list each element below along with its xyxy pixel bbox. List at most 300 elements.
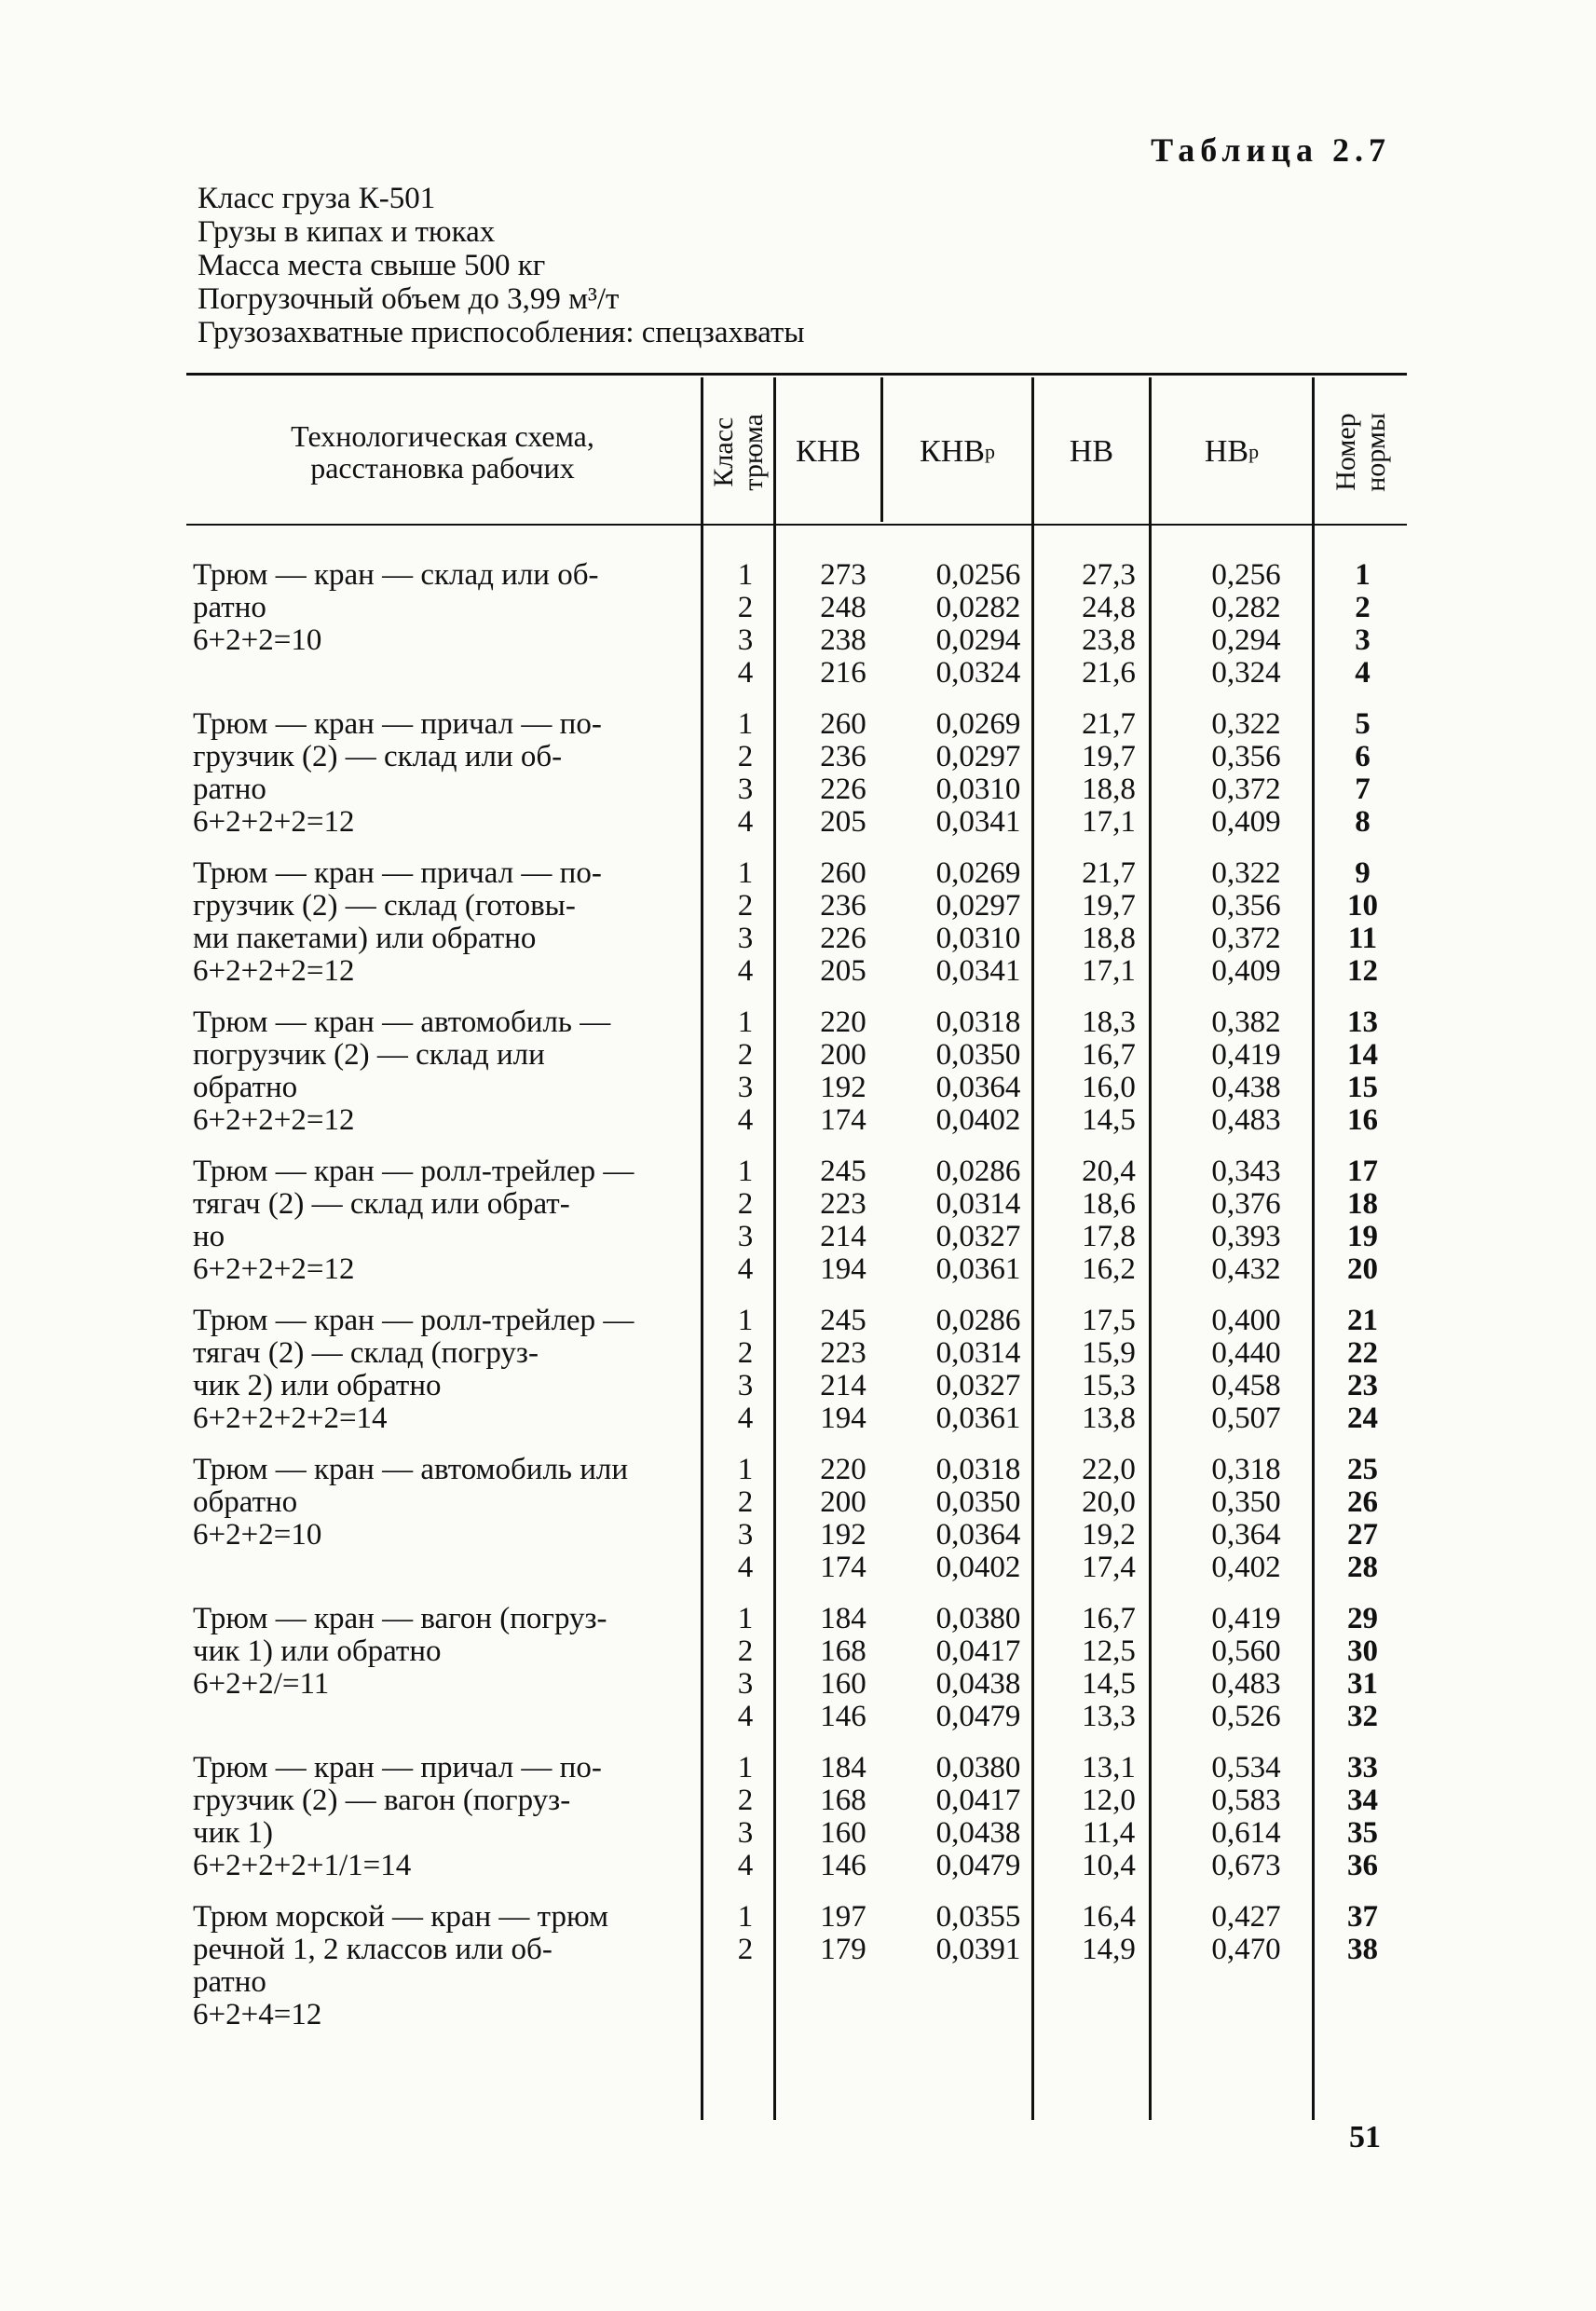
nv-cell-value: 12,0: [1082, 1784, 1136, 1817]
knv-p-cell-value: 0,0350: [935, 1038, 1021, 1072]
hold-class-cell: [722, 1454, 769, 1584]
nv-cell-value: 18,3: [1082, 1005, 1136, 1039]
knv-p-cell-value: 0,0269: [935, 856, 1021, 890]
knv-p-cell-value: 0,0391: [935, 1933, 1021, 1966]
hold-class-cell-value: 4: [737, 1700, 754, 1733]
nv-p-cell-value: 0,382: [1211, 1005, 1281, 1039]
knv-p-cell-value: 0,0341: [935, 805, 1021, 839]
knv-cell-value: 260: [820, 707, 866, 741]
knv-p-cell-value: 0,0297: [935, 889, 1021, 923]
knv-p-cell-value: 0,0310: [935, 922, 1021, 955]
nv-cell-value: 13,3: [1082, 1700, 1136, 1733]
norm-number-cell-value: 24: [1347, 1402, 1378, 1435]
hold-class-cell: [722, 1305, 769, 1435]
hold-class-cell-value: 3: [737, 1518, 754, 1552]
scheme-line: 6+2+2+2+2=14: [193, 1402, 388, 1435]
nv-p-cell-value: 0,409: [1211, 805, 1281, 839]
norm-number-cell-value: 14: [1347, 1038, 1378, 1072]
nv-p-cell-value: 0,256: [1211, 558, 1281, 592]
nv-cell: [1053, 1901, 1165, 1966]
nv-cell-value: 23,8: [1082, 623, 1136, 657]
knv-cell: [783, 1603, 904, 1733]
hold-class-cell-value: 3: [737, 623, 754, 657]
norm-number-cell-value: 3: [1355, 623, 1371, 657]
page-number: 51: [1349, 2120, 1381, 2154]
scheme-line: чик 1) или обратно: [193, 1634, 442, 1668]
scheme-cell: [193, 857, 696, 988]
hold-class-cell-value: 2: [737, 1187, 754, 1221]
scheme-line: 6+2+2+2=12: [193, 1103, 355, 1137]
scheme-line: обратно: [193, 1071, 298, 1104]
norm-number-cell-value: 8: [1355, 805, 1371, 839]
norm-number-cell: [1323, 1454, 1402, 1584]
header-scheme: [186, 382, 699, 522]
nv-p-cell-value: 0,324: [1211, 656, 1281, 690]
nv-p-cell: [1165, 857, 1328, 988]
knv-p-cell-value: 0,0310: [935, 773, 1021, 806]
nv-p-cell-value: 0,282: [1211, 591, 1281, 624]
nv-p-cell: [1165, 1156, 1328, 1286]
nv-p-cell-value: 0,322: [1211, 856, 1281, 890]
norm-number-cell-value: 26: [1347, 1485, 1378, 1519]
nv-cell-value: 17,4: [1082, 1551, 1136, 1584]
knv-cell: [783, 1454, 904, 1584]
nv-p-cell-value: 0,294: [1211, 623, 1281, 657]
hold-class-cell-value: 2: [737, 1933, 754, 1966]
norm-number-cell: [1323, 1752, 1402, 1882]
hold-class-cell: [722, 1006, 769, 1137]
hold-class-cell-value: 2: [737, 1784, 754, 1817]
table-row: [0, 1156, 1596, 1300]
scheme-cell: [193, 1006, 696, 1137]
hold-class-cell-value: 4: [737, 1551, 754, 1584]
scheme-cell: [193, 559, 696, 657]
header-norm-number-line: Номер: [1330, 413, 1361, 491]
header-scheme-line: Технологическая схема,: [291, 419, 594, 453]
norm-number-cell-value: 15: [1347, 1071, 1378, 1104]
nv-p-cell-value: 0,343: [1211, 1155, 1281, 1188]
nv-p-cell-value: 0,483: [1211, 1667, 1281, 1701]
knv-p-cell: [894, 1006, 1062, 1137]
knv-p-cell-value: 0,0417: [935, 1784, 1021, 1817]
header-knv-p-sub: р: [984, 440, 995, 463]
nv-cell-value: 11,4: [1082, 1816, 1136, 1850]
norm-number-cell-value: 19: [1347, 1220, 1378, 1253]
nv-p-cell-value: 0,393: [1211, 1220, 1281, 1253]
nv-p-cell-value: 0,364: [1211, 1518, 1281, 1552]
nv-p-cell-value: 0,534: [1211, 1751, 1281, 1785]
nv-cell-value: 19,7: [1082, 889, 1136, 923]
norm-number-cell-value: 18: [1347, 1187, 1378, 1221]
header-knv: КНВ: [796, 434, 861, 469]
scheme-line: Трюм морской — кран — трюм: [193, 1900, 609, 1934]
scheme-line: Трюм — кран — ролл-трейлер —: [193, 1304, 634, 1337]
table-row: [0, 1901, 1596, 2078]
knv-p-cell-value: 0,0380: [935, 1751, 1021, 1785]
scheme-cell: [193, 1603, 696, 1701]
nv-cell-value: 19,2: [1082, 1518, 1136, 1552]
knv-cell-value: 200: [820, 1485, 866, 1519]
norm-number-cell-value: 1: [1355, 558, 1371, 592]
nv-p-cell-value: 0,427: [1211, 1900, 1281, 1934]
hold-class-cell-value: 3: [737, 773, 754, 806]
scheme-line: чик 1): [193, 1816, 274, 1850]
knv-cell-value: 214: [820, 1369, 866, 1402]
knv-p-cell-value: 0,0350: [935, 1485, 1021, 1519]
knv-cell: [783, 1752, 904, 1882]
knv-cell: [783, 857, 904, 988]
knv-cell: [783, 1901, 904, 1966]
nv-cell-value: 18,8: [1082, 922, 1136, 955]
header-nv-p-base: НВ: [1204, 434, 1249, 469]
table-row: [0, 1006, 1596, 1151]
hold-class-cell: [722, 559, 769, 690]
hold-class-cell-value: 3: [737, 1369, 754, 1402]
nv-cell-value: 15,3: [1082, 1369, 1136, 1402]
scheme-line: 6+2+2+2=12: [193, 1252, 355, 1286]
header-norm-number-line: нормы: [1360, 412, 1391, 492]
nv-cell-value: 21,6: [1082, 656, 1136, 690]
norm-number-cell-value: 28: [1347, 1551, 1378, 1584]
norm-number-cell-value: 9: [1355, 856, 1371, 890]
scheme-line: но: [193, 1220, 225, 1253]
knv-cell-value: 216: [820, 656, 866, 690]
scheme-cell: [193, 1156, 696, 1286]
table-row: [0, 1305, 1596, 1449]
nv-p-cell-value: 0,419: [1211, 1602, 1281, 1635]
nv-p-cell-value: 0,432: [1211, 1252, 1281, 1286]
norm-number-cell-value: 12: [1347, 954, 1378, 988]
knv-p-cell-value: 0,0327: [935, 1369, 1021, 1402]
hold-class-cell-value: 3: [737, 1667, 754, 1701]
scheme-line: грузчик (2) — склад (готовы-: [193, 889, 576, 923]
knv-p-cell-value: 0,0327: [935, 1220, 1021, 1253]
hold-class-cell: [722, 1901, 769, 1966]
nv-p-cell-value: 0,350: [1211, 1485, 1281, 1519]
hold-class-cell-value: 2: [737, 740, 754, 773]
nv-p-cell-value: 0,318: [1211, 1453, 1281, 1486]
header-top-rule: [186, 373, 1407, 376]
knv-p-cell-value: 0,0402: [935, 1103, 1021, 1137]
nv-cell: [1053, 857, 1165, 988]
scheme-line: грузчик (2) — вагон (погруз-: [193, 1784, 571, 1817]
hold-class-cell-value: 1: [737, 1453, 754, 1486]
table-row: [0, 857, 1596, 1002]
scheme-line: речной 1, 2 классов или об-: [193, 1933, 552, 1966]
knv-cell-value: 245: [820, 1155, 866, 1188]
table-row: [0, 708, 1596, 853]
knv-p-cell-value: 0,0318: [935, 1453, 1021, 1486]
knv-cell-value: 168: [820, 1784, 866, 1817]
scheme-line: тягач (2) — склад (погруз-: [193, 1336, 539, 1370]
norm-number-cell-value: 17: [1347, 1155, 1378, 1188]
knv-cell-value: 226: [820, 922, 866, 955]
norm-number-cell-value: 2: [1355, 591, 1371, 624]
hold-class-cell-value: 2: [737, 1336, 754, 1370]
nv-p-cell-value: 0,409: [1211, 954, 1281, 988]
knv-cell-value: 236: [820, 889, 866, 923]
scheme-line: 6+2+2+2=12: [193, 954, 355, 988]
header-bottom-rule: [186, 524, 1407, 526]
norm-number-cell-value: 33: [1347, 1751, 1378, 1785]
scheme-line: ратно: [193, 591, 266, 624]
knv-p-cell-value: 0,0324: [935, 656, 1021, 690]
hold-class-cell-value: 4: [737, 656, 754, 690]
nv-cell: [1053, 1603, 1165, 1733]
nv-cell: [1053, 1752, 1165, 1882]
nv-cell-value: 18,6: [1082, 1187, 1136, 1221]
scheme-line: чик 2) или обратно: [193, 1369, 442, 1402]
knv-p-cell-value: 0,0438: [935, 1667, 1021, 1701]
nv-p-cell-value: 0,673: [1211, 1849, 1281, 1882]
norm-number-cell-value: 25: [1347, 1453, 1378, 1486]
nv-p-cell-value: 0,419: [1211, 1038, 1281, 1072]
norm-number-cell-value: 6: [1355, 740, 1371, 773]
cargo-info: [198, 182, 805, 349]
knv-cell-value: 226: [820, 773, 866, 806]
nv-p-cell-value: 0,438: [1211, 1071, 1281, 1104]
knv-cell-value: 160: [820, 1816, 866, 1850]
hold-class-cell-value: 3: [737, 1816, 754, 1850]
knv-cell-value: 146: [820, 1849, 866, 1882]
knv-cell-value: 194: [820, 1402, 866, 1435]
knv-cell: [783, 1156, 904, 1286]
header-scheme-line: расстановка рабочих: [310, 451, 575, 485]
knv-cell-value: 184: [820, 1602, 866, 1635]
hold-class-cell: [722, 1156, 769, 1286]
hold-class-cell-value: 3: [737, 1071, 754, 1104]
hold-class-cell-value: 2: [737, 591, 754, 624]
scheme-line: Трюм — кран — причал — по-: [193, 856, 602, 890]
norm-number-cell-value: 38: [1347, 1933, 1378, 1966]
norm-number-cell-value: 10: [1347, 889, 1378, 923]
knv-cell-value: 214: [820, 1220, 866, 1253]
knv-cell-value: 184: [820, 1751, 866, 1785]
norm-number-cell-value: 31: [1347, 1667, 1378, 1701]
knv-p-cell: [894, 1901, 1062, 1966]
hold-class-cell-value: 3: [737, 1220, 754, 1253]
header-hold-class: [703, 382, 773, 522]
scheme-line: обратно: [193, 1485, 298, 1519]
knv-p-cell: [894, 708, 1062, 839]
norm-number-cell-value: 29: [1347, 1602, 1378, 1635]
hold-class-cell-value: 3: [737, 922, 754, 955]
hold-class-cell: [722, 708, 769, 839]
scheme-line: Трюм — кран — вагон (погруз-: [193, 1602, 607, 1635]
nv-cell-value: 16,4: [1082, 1900, 1136, 1934]
nv-p-cell-value: 0,440: [1211, 1336, 1281, 1370]
nv-cell-value: 27,3: [1082, 558, 1136, 592]
knv-cell-value: 223: [820, 1336, 866, 1370]
knv-p-cell-value: 0,0256: [935, 558, 1021, 592]
norm-number-cell-value: 36: [1347, 1849, 1378, 1882]
knv-cell: [783, 1305, 904, 1435]
norm-number-cell: [1323, 1305, 1402, 1435]
nv-cell-value: 21,7: [1082, 856, 1136, 890]
knv-cell: [783, 559, 904, 690]
nv-p-cell: [1165, 1752, 1328, 1882]
knv-p-cell-value: 0,0361: [935, 1402, 1021, 1435]
knv-p-cell-value: 0,0314: [935, 1336, 1021, 1370]
norm-number-cell: [1323, 708, 1402, 839]
nv-p-cell-value: 0,470: [1211, 1933, 1281, 1966]
nv-cell-value: 19,7: [1082, 740, 1136, 773]
nv-p-cell: [1165, 1603, 1328, 1733]
scheme-line: Трюм — кран — причал — по-: [193, 707, 602, 741]
norm-number-cell: [1323, 857, 1402, 988]
knv-cell-value: 174: [820, 1103, 866, 1137]
knv-p-cell-value: 0,0282: [935, 591, 1021, 624]
knv-cell-value: 205: [820, 954, 866, 988]
knv-cell-value: 146: [820, 1700, 866, 1733]
knv-p-cell-value: 0,0417: [935, 1634, 1021, 1668]
scheme-line: 6+2+2+2=12: [193, 805, 355, 839]
nv-cell-value: 14,5: [1082, 1667, 1136, 1701]
nv-cell: [1053, 1305, 1165, 1435]
knv-p-cell: [894, 1603, 1062, 1733]
nv-p-cell-value: 0,560: [1211, 1634, 1281, 1668]
nv-cell-value: 14,5: [1082, 1103, 1136, 1137]
nv-p-cell-value: 0,400: [1211, 1304, 1281, 1337]
scheme-line: ратно: [193, 1965, 266, 1999]
knv-p-cell: [894, 1305, 1062, 1435]
hold-class-cell-value: 1: [737, 558, 754, 592]
nv-p-cell-value: 0,372: [1211, 922, 1281, 955]
header-knv-p: [883, 382, 1031, 522]
hold-class-cell-value: 1: [737, 1751, 754, 1785]
nv-cell-value: 16,7: [1082, 1602, 1136, 1635]
knv-p-cell-value: 0,0286: [935, 1304, 1021, 1337]
norm-number-cell-value: 34: [1347, 1784, 1378, 1817]
header-nv-p-sub: р: [1248, 440, 1260, 463]
norm-number-cell-value: 5: [1355, 707, 1371, 741]
norm-number-cell-value: 23: [1347, 1369, 1378, 1402]
knv-p-cell-value: 0,0479: [935, 1700, 1021, 1733]
knv-p-cell-value: 0,0380: [935, 1602, 1021, 1635]
hold-class-cell-value: 2: [737, 1485, 754, 1519]
hold-class-cell-value: 1: [737, 707, 754, 741]
nv-p-cell-value: 0,376: [1211, 1187, 1281, 1221]
norm-number-cell-value: 11: [1347, 922, 1378, 955]
header-hold-class-line: Класс: [707, 417, 739, 487]
knv-cell-value: 194: [820, 1252, 866, 1286]
scheme-line: 6+2+2/=11: [193, 1667, 330, 1701]
nv-cell-value: 17,1: [1082, 805, 1136, 839]
knv-p-cell: [894, 1752, 1062, 1882]
norm-number-cell-value: 35: [1347, 1816, 1378, 1850]
hold-class-cell-value: 4: [737, 1849, 754, 1882]
scheme-cell: [193, 1752, 696, 1882]
nv-p-cell: [1165, 708, 1328, 839]
knv-p-cell-value: 0,0286: [935, 1155, 1021, 1188]
scheme-line: ратно: [193, 773, 266, 806]
scheme-line: 6+2+2+2+1/1=14: [193, 1849, 412, 1882]
nv-p-cell-value: 0,483: [1211, 1103, 1281, 1137]
nv-cell: [1053, 1006, 1165, 1137]
knv-p-cell-value: 0,0297: [935, 740, 1021, 773]
knv-p-cell: [894, 1454, 1062, 1584]
knv-cell-value: 220: [820, 1005, 866, 1039]
norm-number-cell-value: 37: [1347, 1900, 1378, 1934]
scheme-line: Трюм — кран — ролл-трейлер —: [193, 1155, 634, 1188]
nv-p-cell-value: 0,356: [1211, 889, 1281, 923]
scheme-cell: [193, 1901, 696, 2031]
nv-cell-value: 20,0: [1082, 1485, 1136, 1519]
knv-cell-value: 248: [820, 591, 866, 624]
scheme-line: погрузчик (2) — склад или: [193, 1038, 545, 1072]
norm-number-cell-value: 21: [1347, 1304, 1378, 1337]
header-nv-p: [1152, 382, 1312, 522]
nv-cell-value: 13,8: [1082, 1402, 1136, 1435]
scheme-line: грузчик (2) — склад или об-: [193, 740, 563, 773]
hold-class-cell-value: 1: [737, 1155, 754, 1188]
knv-cell-value: 200: [820, 1038, 866, 1072]
hold-class-cell: [722, 1603, 769, 1733]
nv-cell-value: 17,5: [1082, 1304, 1136, 1337]
cargo-volume-line: Погрузочный объем до 3,99 м³/т: [198, 282, 620, 316]
nv-p-cell-value: 0,526: [1211, 1700, 1281, 1733]
cargo-gear-line: Грузозахватные приспособления: спецзахваты: [198, 316, 805, 349]
knv-p-cell-value: 0,0479: [935, 1849, 1021, 1882]
hold-class-cell-value: 4: [737, 805, 754, 839]
scheme-line: Трюм — кран — автомобиль или: [193, 1453, 628, 1486]
nv-cell: [1053, 559, 1165, 690]
knv-cell-value: 220: [820, 1453, 866, 1486]
knv-cell-value: 205: [820, 805, 866, 839]
header-hold-class-line: трюма: [737, 413, 769, 491]
knv-cell-value: 192: [820, 1518, 866, 1552]
norm-number-cell-value: 16: [1347, 1103, 1378, 1137]
hold-class-cell-value: 4: [737, 1103, 754, 1137]
table-title: Таблица 2.7: [1151, 131, 1391, 169]
norm-number-cell: [1323, 559, 1402, 690]
cargo-type-line: Грузы в кипах и тюках: [198, 215, 496, 249]
knv-p-cell-value: 0,0361: [935, 1252, 1021, 1286]
knv-cell-value: 236: [820, 740, 866, 773]
nv-cell-value: 15,9: [1082, 1336, 1136, 1370]
knv-p-cell: [894, 857, 1062, 988]
norm-number-cell-value: 4: [1355, 656, 1371, 690]
cargo-mass-line: Масса места свыше 500 кг: [198, 249, 546, 282]
knv-p-cell: [894, 1156, 1062, 1286]
table-row: [0, 1454, 1596, 1598]
nv-p-cell-value: 0,372: [1211, 773, 1281, 806]
knv-p-cell-value: 0,0438: [935, 1816, 1021, 1850]
scheme-cell: [193, 1305, 696, 1435]
nv-p-cell: [1165, 1305, 1328, 1435]
nv-cell: [1053, 1156, 1165, 1286]
hold-class-cell-value: 1: [737, 1900, 754, 1934]
scheme-line: ми пакетами) или обратно: [193, 922, 537, 955]
norm-number-cell: [1323, 1006, 1402, 1137]
nv-cell-value: 18,8: [1082, 773, 1136, 806]
table-row: [0, 1603, 1596, 1747]
nv-cell-value: 16,7: [1082, 1038, 1136, 1072]
nv-cell-value: 13,1: [1082, 1751, 1136, 1785]
cargo-class-line: Класс груза К-501: [198, 182, 436, 215]
nv-cell-value: 21,7: [1082, 707, 1136, 741]
hold-class-cell-value: 2: [737, 1634, 754, 1668]
nv-cell-value: 20,4: [1082, 1155, 1136, 1188]
knv-cell-value: 223: [820, 1187, 866, 1221]
knv-p-cell-value: 0,0355: [935, 1900, 1021, 1934]
knv-cell-value: 238: [820, 623, 866, 657]
norm-number-cell-value: 27: [1347, 1518, 1378, 1552]
norm-number-cell: [1323, 1901, 1402, 1966]
nv-p-cell-value: 0,507: [1211, 1402, 1281, 1435]
hold-class-cell: [722, 857, 769, 988]
norm-number-cell-value: 7: [1355, 773, 1371, 806]
